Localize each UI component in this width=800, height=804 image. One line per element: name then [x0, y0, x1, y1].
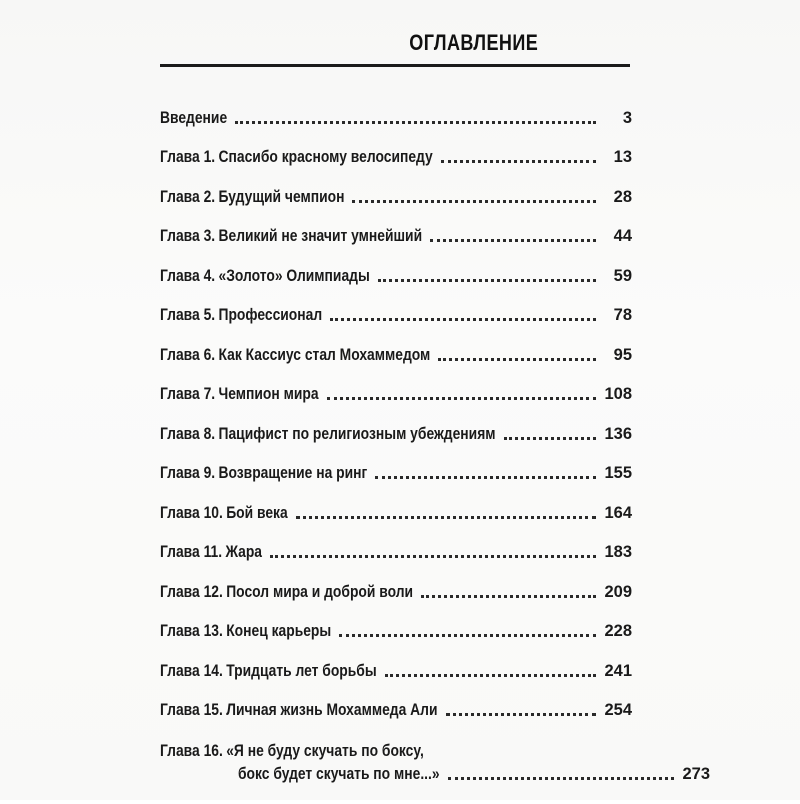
toc-page-number: 13	[613, 148, 632, 166]
toc-entry-title: Введение	[160, 108, 228, 127]
title-underline	[160, 64, 630, 67]
toc-chapter-label: Глава 4.	[160, 266, 216, 285]
toc-chapter-label: Глава 9.	[160, 464, 216, 482]
dot-leader	[504, 436, 596, 440]
dot-leader	[339, 633, 596, 637]
toc-page-number: 95	[613, 345, 632, 364]
toc-page-number: 254	[604, 701, 632, 719]
dot-leader	[430, 238, 596, 242]
dot-leader	[296, 515, 596, 519]
toc-entry-title: Пацифист по религиозным убеждениям	[218, 424, 496, 443]
dot-leader	[385, 673, 596, 677]
dot-leader	[421, 594, 596, 598]
toc-page-number: 155	[604, 464, 632, 482]
toc-chapter-label: Глава 1.	[160, 148, 216, 166]
dot-leader	[448, 776, 674, 780]
toc-entry-chapter-14	[160, 641, 632, 681]
toc-entry-title: Чемпион мира	[218, 385, 319, 403]
toc-page-number: 28	[613, 187, 632, 206]
dot-leader	[375, 475, 596, 479]
toc-page-number: 136	[604, 424, 632, 443]
dot-leader	[446, 712, 597, 716]
toc-entry-chapter-8	[160, 404, 632, 444]
toc-entry-chapter-13	[160, 602, 632, 642]
dot-leader	[270, 554, 596, 558]
toc-entry-chapter-11	[160, 523, 632, 563]
toc-entry-chapter-16	[160, 720, 710, 804]
toc-entry-title: Тридцать лет борьбы	[226, 661, 377, 680]
toc-chapter-label: Глава 15.	[160, 701, 223, 719]
toc-entry-chapter-5	[160, 286, 632, 326]
toc-entry-title: Личная жизнь Мохаммеда Али	[226, 701, 438, 719]
dot-leader	[327, 396, 596, 400]
toc-entry-chapter-3	[160, 207, 632, 247]
toc-entry-chapter-10	[160, 483, 632, 523]
toc-entry-title: Спасибо красному велосипеду	[218, 148, 433, 166]
toc-entry-chapter-7	[160, 365, 632, 405]
toc-entry-chapter-15	[160, 681, 632, 721]
toc-page-number: 241	[604, 661, 632, 680]
table-of-contents	[160, 88, 710, 804]
toc-entry-title: Будущий чемпион	[218, 187, 345, 206]
toc-entry-title: Как Кассиус стал Мохаммедом	[218, 345, 431, 364]
toc-chapter-label: Глава 12.	[160, 582, 223, 601]
toc-page-number: 183	[604, 543, 632, 561]
dot-leader	[330, 317, 596, 321]
toc-entry-chapter-2	[160, 167, 632, 207]
toc-chapter-label: Глава 16.	[160, 742, 223, 760]
toc-chapter-label: Глава 6.	[160, 345, 216, 364]
dot-leader	[438, 357, 596, 361]
toc-page-number: 44	[613, 227, 632, 245]
toc-page-number: 228	[604, 622, 632, 640]
toc-chapter-label: Глава 14.	[160, 661, 223, 680]
toc-page-number: 3	[622, 108, 632, 127]
toc-entry-chapter-1	[160, 128, 632, 168]
dot-leader	[352, 199, 596, 203]
toc-entry-title: Жара	[225, 543, 263, 561]
dot-leader	[235, 120, 596, 124]
page-title: ОГЛАВЛЕНИЕ	[409, 30, 538, 55]
dot-leader	[441, 159, 596, 163]
toc-page-number: 59	[613, 266, 632, 285]
toc-chapter-label: Глава 7.	[160, 385, 216, 403]
toc-entry-chapter-12	[160, 562, 632, 602]
toc-entry-title: Конец карьеры	[226, 622, 332, 640]
toc-entry-chapter-4	[160, 246, 632, 286]
toc-entry-chapter-9	[160, 444, 632, 484]
toc-chapter-label: Глава 8.	[160, 424, 216, 443]
toc-chapter-label: Глава 2.	[160, 187, 216, 206]
toc-page-number: 273	[682, 765, 710, 783]
toc-page-number: 78	[613, 306, 632, 324]
toc-entry-introduction	[160, 88, 632, 128]
toc-page-number: 209	[604, 582, 632, 601]
toc-chapter-label: Глава 10.	[160, 503, 223, 522]
toc-entry-title: «Я не буду скучать по боксу,	[226, 742, 424, 760]
dot-leader	[378, 278, 596, 282]
toc-entry-chapter-6	[160, 325, 632, 365]
toc-entry-title: Посол мира и доброй воли	[226, 582, 414, 601]
toc-entry-title: Профессионал	[218, 306, 323, 324]
toc-entry-title: Великий не значит умнейший	[218, 227, 423, 245]
toc-entry-title-continuation: бокс будет скучать по мне...»	[238, 765, 440, 783]
toc-chapter-label: Глава 3.	[160, 227, 216, 245]
toc-chapter-label: Глава 13.	[160, 622, 223, 640]
toc-entry-title: Бой века	[226, 503, 288, 522]
toc-chapter-label: Глава 11.	[160, 543, 223, 561]
toc-entry-title: Возвращение на ринг	[218, 464, 368, 482]
toc-chapter-label: Глава 5.	[160, 306, 216, 324]
toc-page-number: 108	[604, 385, 632, 403]
toc-page-number: 164	[604, 503, 632, 522]
toc-entry-title: «Золото» Олимпиады	[218, 266, 370, 285]
